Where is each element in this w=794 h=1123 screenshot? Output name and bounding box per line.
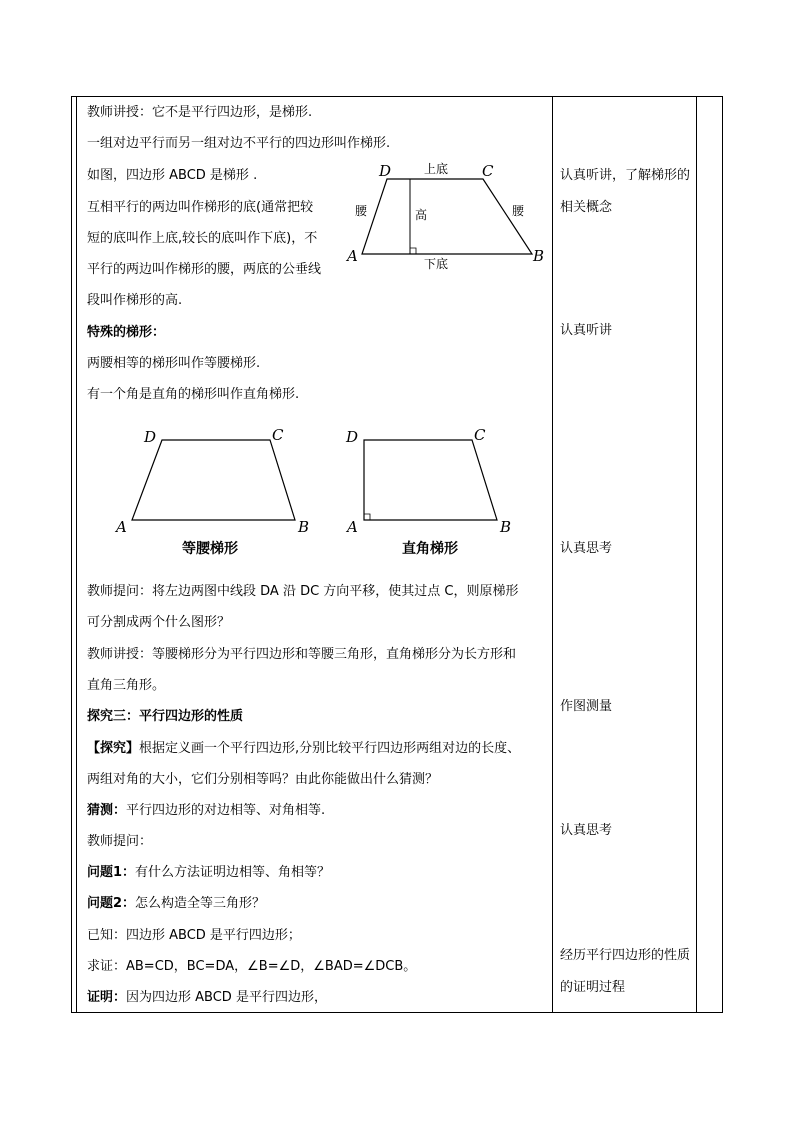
bottom-base-label: 下底 <box>424 257 449 271</box>
vertex-label-d: D <box>379 162 392 180</box>
text-line: 求证：AB=CD，BC=DA，∠B=∠D，∠BAD=∠DCB。 <box>87 959 417 974</box>
text-line: 段叫作梯形的高. <box>87 293 183 308</box>
text-line <box>87 741 520 757</box>
activity-note: 认真思考 <box>560 823 613 838</box>
explore-prefix: 【探究】 <box>87 741 140 756</box>
section-heading: 特殊的梯形： <box>87 325 166 340</box>
top-base-label: 上底 <box>424 162 449 176</box>
text-line: 两组对角的大小，它们分别相等吗？由此你能做出什么猜测？ <box>87 772 439 787</box>
text-line: 教师提问：将左边两图中线段 DA 沿 DC 方向平移，使其过点 C，则原梯形 <box>87 584 519 599</box>
activity-note: 认真听讲，了解梯形的相关概念 <box>560 168 691 215</box>
text-line: 两腰相等的梯形叫作等腰梯形. <box>87 356 261 371</box>
guess-text: 平行四边形的对边相等、对角相等. <box>126 803 326 818</box>
question-1-text: 有什么方法证明边相等、角相等？ <box>135 865 331 880</box>
vertex-label-d: D <box>144 428 157 446</box>
isosceles-trapezoid-diagram <box>110 420 330 540</box>
proof-prefix: 证明： <box>87 990 127 1005</box>
height-label: 高 <box>415 208 428 222</box>
vertex-label-a: A <box>116 518 127 536</box>
table-divider-right <box>696 96 697 1013</box>
activity-note: 作图测量 <box>560 699 613 714</box>
text-line: 短的底叫作上底,较长的底叫作下底)，不 <box>87 231 318 246</box>
text-line: 教师讲授：等腰梯形分为平行四边形和等腰三角形，直角梯形分为长方形和 <box>87 647 517 662</box>
text-line: 一组对边平行而另一组对边不平行的四边形叫作梯形. <box>87 136 391 151</box>
vertex-label-a: A <box>347 247 358 265</box>
left-leg-label: 腰 <box>355 204 368 218</box>
text-line: 教师提问： <box>87 834 153 849</box>
guess-prefix: 猜测： <box>87 803 127 818</box>
isosceles-trapezoid-caption: 等腰梯形 <box>182 541 238 557</box>
vertex-label-b: B <box>298 518 310 536</box>
question-1-prefix: 问题1： <box>87 865 136 880</box>
text-line: 教师讲授：它不是平行四边形，是梯形. <box>87 105 313 120</box>
right-leg-label: 腰 <box>512 204 525 218</box>
vertex-label-c: C <box>482 162 494 180</box>
text-line: 可分割成两个什么图形？ <box>87 615 231 630</box>
text-line <box>87 803 325 819</box>
proof-text: 因为四边形 ABCD 是平行四边形， <box>126 990 327 1005</box>
vertex-label-c: C <box>272 426 284 444</box>
table-divider-left <box>76 96 77 1013</box>
table-divider-middle <box>552 96 553 1013</box>
right-trapezoid-caption: 直角梯形 <box>402 541 458 557</box>
vertex-label-c: C <box>474 426 486 444</box>
vertex-label-d: D <box>346 428 359 446</box>
vertex-label-b: B <box>500 518 512 536</box>
explore-text: 根据定义画一个平行四边形,分别比较平行四边形两组对边的长度、 <box>139 741 521 756</box>
activity-note: 经历平行四边形的性质的证明过程 <box>560 948 691 995</box>
question-2-prefix: 问题2： <box>87 896 136 911</box>
text-line <box>87 990 327 1006</box>
section-heading: 探究三：平行四边形的性质 <box>87 709 244 724</box>
text-line: 直角三角形。 <box>87 678 166 693</box>
question-2-text: 怎么构造全等三角形？ <box>135 896 266 911</box>
vertex-label-b: B <box>533 247 545 265</box>
text-line <box>87 896 265 912</box>
activity-note: 认真思考 <box>560 541 613 556</box>
trapezoid-diagram <box>340 155 550 275</box>
text-line: 已知：四边形 ABCD 是平行四边形； <box>87 928 301 943</box>
text-line: 互相平行的两边叫作梯形的底(通常把较 <box>87 200 314 215</box>
vertex-label-a: A <box>347 518 358 536</box>
text-line: 如图，四边形 ABCD 是梯形 . <box>87 168 258 183</box>
text-line: 有一个角是直角的梯形叫作直角梯形. <box>87 387 300 402</box>
text-line: 平行的两边叫作梯形的腰，两底的公垂线 <box>87 262 322 277</box>
right-trapezoid-diagram <box>340 420 540 540</box>
activity-note: 认真听讲 <box>560 323 613 338</box>
text-line <box>87 865 330 881</box>
